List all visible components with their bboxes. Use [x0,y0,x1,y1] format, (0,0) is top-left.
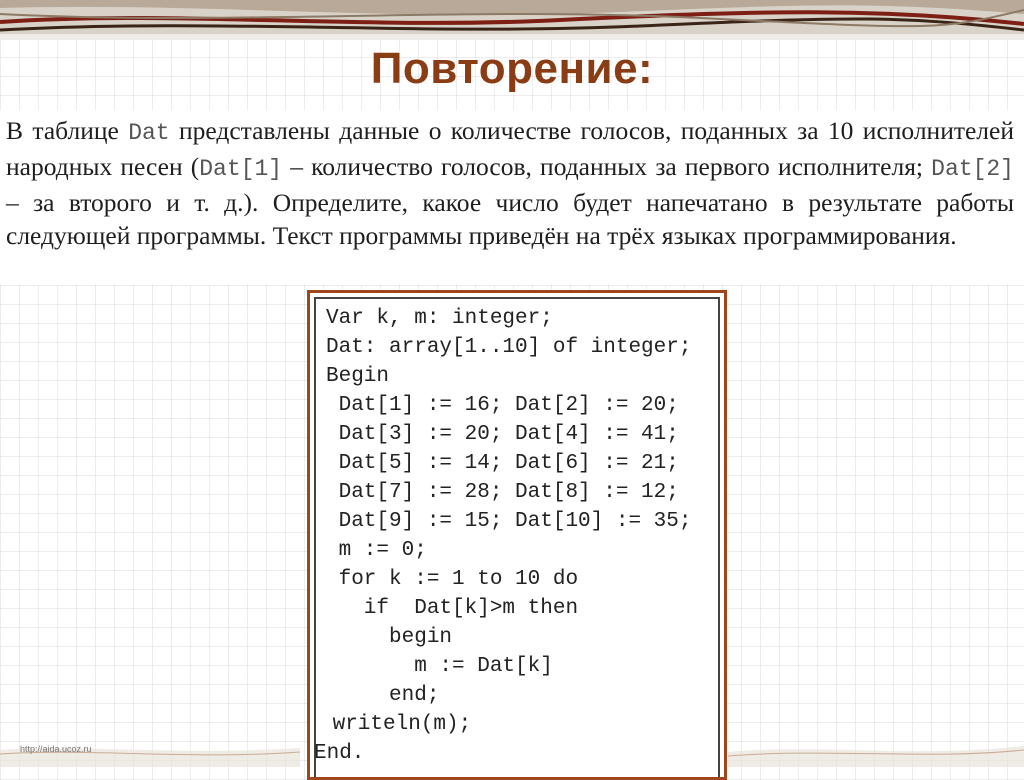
task-text-part-2: представлены данные о количестве голосов, поданных за 10 исполнителей народных песен ( [6,116,1014,181]
dat-identifier: Dat [128,120,170,146]
task-text-part-4: – за второго и т. д.). Определите, какое число будет напечатано в результате работы следующей программы. Текст программы приведён на трёх языках программирования. [6,188,1014,250]
code-line-8: Dat[9] := 15; Dat[10] := 35; [326,510,692,533]
code-line-1: Var k, m: integer; [326,307,553,330]
slide-title: Повторение: [370,44,654,93]
task-text [6,114,1014,252]
code-line-2: Dat: array[1..10] of integer; [326,336,692,359]
source-url: http://aida.ucoz.ru [20,744,92,754]
code-line-3: Begin [326,365,390,388]
banner-wave-graphic [0,0,1024,40]
bottom-right-wave-graphic [728,740,1024,767]
code-line-9: m := 0; [326,539,427,562]
dat2-identifier: Dat[2] [931,156,1014,182]
code-line-11: if Dat[k]>m then [326,597,579,620]
code-line-6: Dat[5] := 14; Dat[6] := 21; [326,452,679,475]
bottom-right-decoration [728,740,1024,767]
task-text-part-3: – количество голосов, поданных за первого исполнителя; [282,152,932,181]
dat1-identifier: Dat[1] [199,156,283,182]
code-line-13: m := Dat[k] [326,655,553,678]
code-line-14: end; [326,684,440,707]
code-line-4: Dat[1] := 16; Dat[2] := 20; [326,394,679,417]
code-frame [307,290,727,780]
top-decorative-banner [0,0,1024,40]
code-line-15: writeln(m); [320,713,472,736]
code-listing-box [314,297,720,777]
code-line-12: begin [326,626,453,649]
code-line-16: End. [314,742,365,765]
task-text-part-1: В таблице [6,116,129,145]
code-line-5: Dat[3] := 20; Dat[4] := 41; [326,423,679,446]
code-line-10: for k := 1 to 10 do [326,568,579,591]
code-line-7: Dat[7] := 28; Dat[8] := 12; [326,481,679,504]
